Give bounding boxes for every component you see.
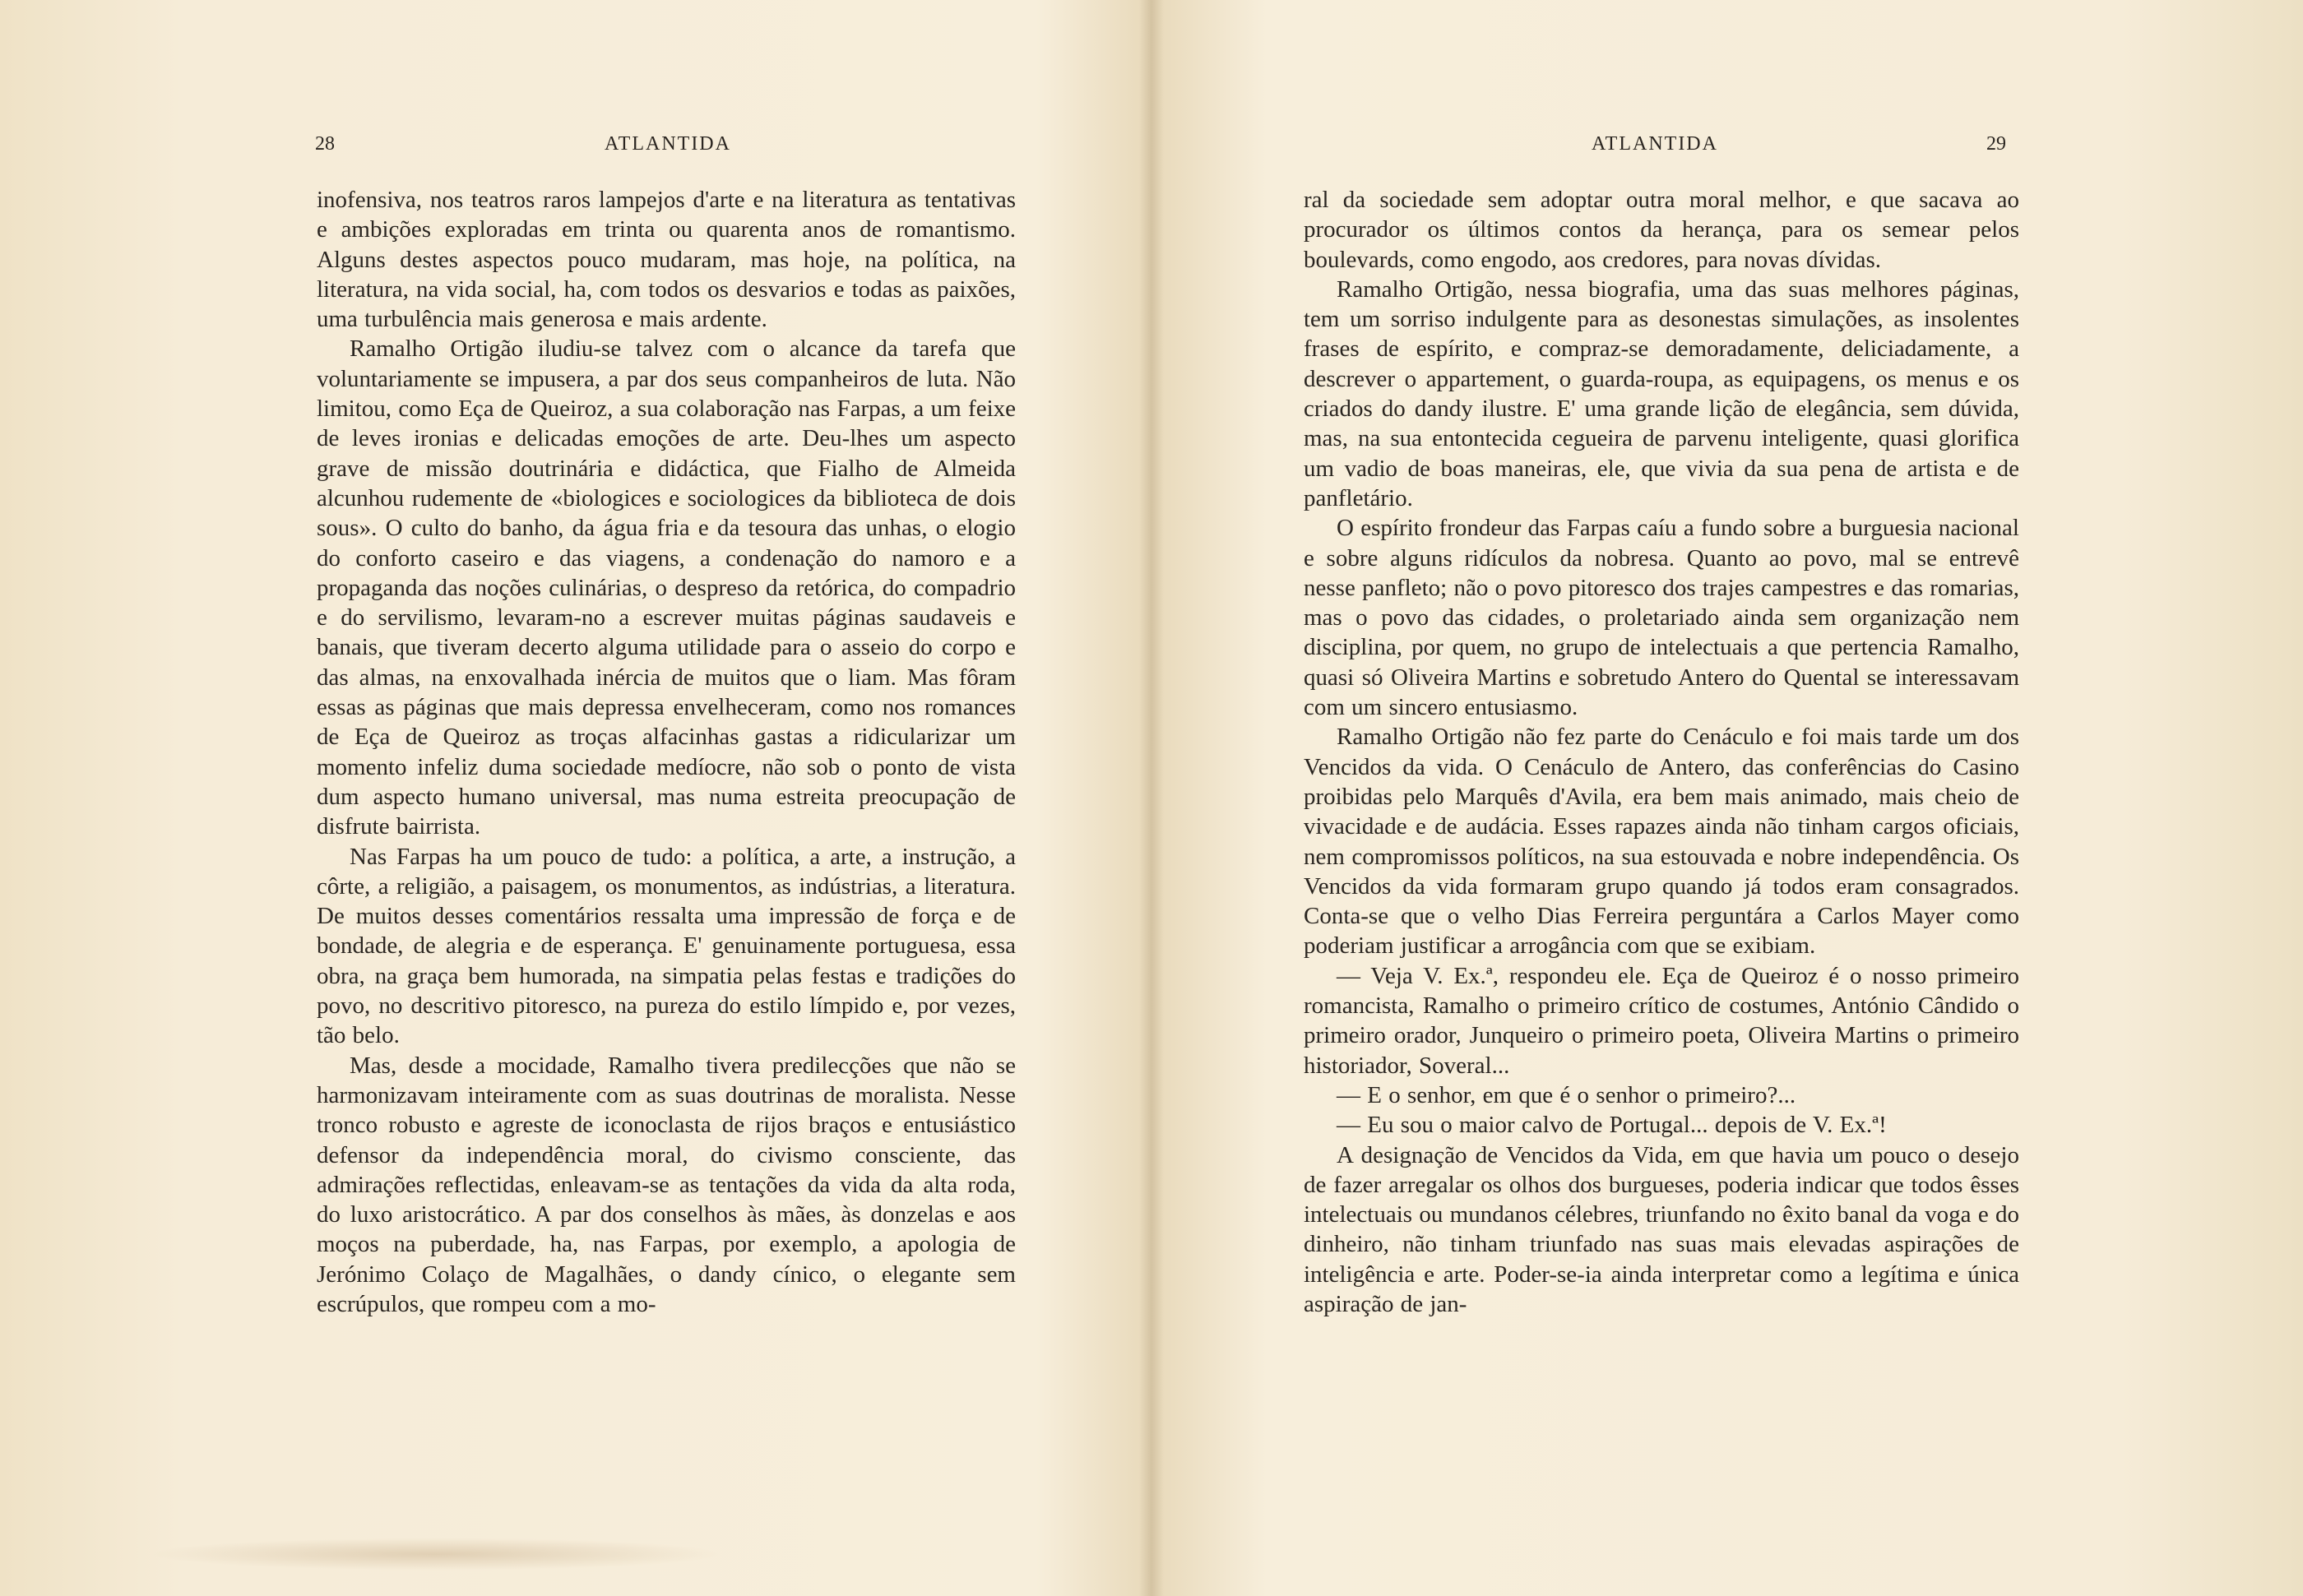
paragraph: Ramalho Ortigão não fez parte do Cenáculo e foi mais tarde um dos Vencidos da vida. O Cenáculo de Antero, das conferências do Casino proibidas pelo Marquês d'Avila, era bem mais animado, mais cheio de vivacidade e de audácia. Esses rapazes ainda não tinham cargos oficiais, nem compromissos políticos, na sua estouvada e nobre independência. Os Vencidos da vida formaram grupo quando já todos eram consagrados. Conta-se que o velho Dias Ferreira perguntára a Carlos Mayer como poderiam justificar a arrogância com que se exibiam.	[1304, 724, 2019, 960]
paragraph: O espírito frondeur das Farpas caíu a fundo sobre a burguesia nacional e sobre alguns ridículos da nobresa. Quanto ao povo, mal se entrevê nesse panfleto; não o povo pitoresco dos trajes campestres e das romarias, mas o povo das cidades, o proletariado ainda sem organização nem disciplina, por quem, no grupo de intelectuais a que pertencia Ramalho, quasi só Oliveira Martins e sobretudo Antero do Quental se interessavam com um sincero entusiasmo.	[1304, 515, 2019, 721]
running-header: ATLANTIDA	[1592, 133, 1718, 155]
running-header: ATLANTIDA	[605, 133, 731, 155]
body-text	[1304, 185, 2019, 1319]
paragraph: ral da sociedade sem adoptar outra moral melhor, e que sacava ao procurador os últimos contos da herança, para os semear pelos boulevards, como engodo, aos credores, para novas dívidas.	[1304, 187, 2019, 273]
paragraph: — Veja V. Ex.ª, respondeu ele. Eça de Queiroz é o nosso primeiro romancista, Ramalho o primeiro crítico de costumes, António Cândido o primeiro orador, Junqueiro o primeiro poeta, Oliveira Martins o primeiro historiador, Soveral...	[1304, 962, 2019, 1079]
paragraph: A designação de Vencidos da Vida, em que havia um pouco o desejo de fazer arregalar os olhos dos burgueses, poderia indicar que todos êsses intelectuais ou mundanos célebres, triunfando no êxito banal da voga e do dinheiro, não tinham triunfado nas suas mais elevadas aspirações de inteligência e arte. Poder-se-ia ainda interpretar como a legítima e única aspiração de jan-	[1304, 1141, 2019, 1317]
paper-stain	[148, 1538, 724, 1571]
page-number: 29	[1986, 133, 2006, 155]
paragraph: — Eu sou o maior calvo de Portugal... depois de V. Ex.ª!	[1337, 1112, 1887, 1139]
paragraph: inofensiva, nos teatros raros lampejos d'arte e na literatura as tentativas e ambições exploradas em trinta ou quarenta anos de romantismo. Alguns destes aspectos pouco mudaram, mas hoje, na política, na literatura, na vida social, ha, com todos os desvarios e todas as paixões, uma turbulência mais generosa e mais ardente.	[317, 187, 1016, 333]
left-page	[0, 0, 1139, 1596]
body-text	[317, 185, 1016, 1319]
page-number: 28	[315, 133, 335, 155]
paragraph: Mas, desde a mocidade, Ramalho tivera predilecções que não se harmonizavam inteiramente com as suas doutrinas de moralista. Nesse tronco robusto e agreste de iconoclasta de rijos braços e entusiástico defensor da independência moral, do civismo consciente, das admirações reflectidas, enleavam-se as tentações da vida da alta roda, do luxo aristocrático. A par dos conselhos às mães, às donzelas e aos moços na puberdade, ha, nas Farpas, por exemplo, a apologia de Jerónimo Colaço de Magalhães, o dandy cínico, o elegante sem escrúpulos, que rompeu com a mo-	[317, 1052, 1016, 1317]
paragraph: Nas Farpas ha um pouco de tudo: a política, a arte, a instrução, a côrte, a religião, a paisagem, os monumentos, as indústrias, a literatura. De muitos desses comentários ressalta uma impressão de força e de bondade, de alegria e de esperança. E' genuinamente portuguesa, essa obra, na graça bem humorada, na simpatia pelas festas e tradições do povo, no descritivo pitoresco, na pureza do estilo límpido e, por vezes, tão belo.	[317, 843, 1016, 1049]
book-gutter	[1139, 0, 1164, 1596]
paragraph: Ramalho Ortigão, nessa biografia, uma das suas melhores páginas, tem um sorriso indulgente para as desonestas simulações, as insolentes frases de espírito, e compraz-se demoradamente, deliciadamente, a descrever o appartement, o guarda-roupa, as equipagens, os menus e os criados do dandy ilustre. E' uma grande lição de elegância, sem dúvida, mas, na sua entontecida cegueira de parvenu inteligente, quasi glorifica um vadio de boas maneiras, ele, que vivia da sua pena de artista e de panfletário.	[1304, 275, 2019, 511]
right-page	[1164, 0, 2303, 1596]
paragraph: Ramalho Ortigão iludiu-se talvez com o alcance da tarefa que voluntariamente se impusera, a par dos seus companheiros de luta. Não limitou, como Eça de Queiroz, a sua colaboração nas Farpas, a um feixe de leves ironias e delicadas emoções de arte. Deu-lhes um aspecto grave de missão doutrinária e didáctica, que Fialho de Almeida alcunhou rudemente de «biologices e sociologices da biblioteca de dois sous». O culto do banho, da água fria e da tesoura das unhas, o elogio do conforto caseiro e das viagens, a condenação do namoro e a propaganda das noções culinárias, o despreso da retórica, do compadrio e do servilismo, levaram-no a escrever muitas páginas saudaveis e banais, que tiveram decerto alguma utilidade para o asseio do corpo e das almas, na enxovalhada inércia de muitos que o liam. Mas fôram essas as páginas que mais depressa envelheceram, como nos romances de Eça de Queiroz as troças alfacinhas gastas a ridicularizar um momento infeliz duma sociedade medíocre, não sob o ponto de vista dum aspecto humano universal, mas numa estreita preocupação de disfrute bairrista.	[317, 335, 1016, 840]
paragraph: — E o senhor, em que é o senhor o primeiro?...	[1337, 1081, 1796, 1108]
